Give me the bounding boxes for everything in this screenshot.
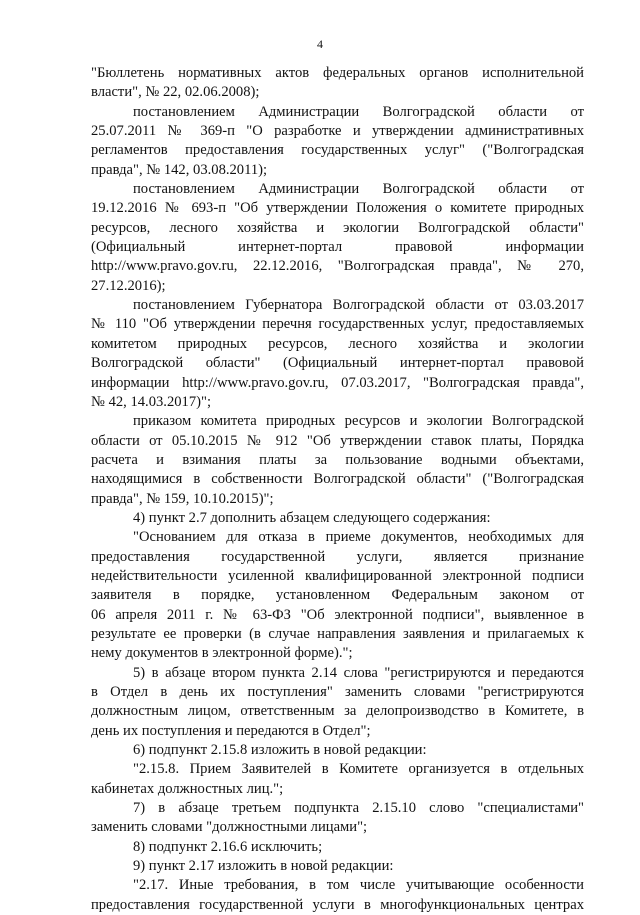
text-line: (Официальный интернет-портал правовой информации (91, 239, 584, 256)
paragraph (91, 664, 584, 741)
paragraph (91, 509, 584, 528)
text-line: Волгоградской области" (Официальный интернет-портал правовой (91, 355, 584, 372)
paragraph (91, 741, 584, 760)
text-line: результате ее проверки (в случае направления заявления и прилагаемых к (91, 625, 584, 642)
text-line: http://www.pravo.gov.ru, 22.12.2016, "Волгоградская правда", № 270, (91, 258, 584, 275)
text-line: 4) пункт 2.7 дополнить абзацем следующего содержания: (133, 509, 491, 526)
paragraph (91, 760, 584, 799)
text-line: 7) в абзаце третьем подпункта 2.15.10 слово "специалистами" (133, 800, 584, 817)
text-line: постановлением Администрации Волгоградской области от (133, 181, 584, 198)
paragraph (91, 857, 584, 876)
text-line: "Основанием для отказа в приеме документов, необходимых для (133, 529, 584, 546)
paragraph (91, 296, 584, 412)
text-line: 5) в абзаце втором пункта 2.14 слова "регистрируются и передаются (133, 664, 584, 681)
text-line: правда", № 142, 03.08.2011); (91, 161, 268, 178)
paragraph (91, 528, 584, 663)
text-line: находящимися в собственности Волгоградской области" ("Волгоградская (91, 471, 584, 488)
text-line: должностным лицом, ответственным за делопроизводство в Комитете, в (91, 703, 584, 720)
text-line: "Бюллетень нормативных актов федеральных органов исполнительной (91, 65, 584, 81)
text-line: приказом комитета природных ресурсов и экологии Волгоградской (133, 413, 584, 430)
paragraph (91, 799, 584, 838)
text-line: ресурсов, лесного хозяйства и экологии Волгоградской области" (91, 219, 584, 236)
text-line: предоставления государственной услуги в многофункциональных центрах (91, 896, 584, 913)
page-number: 4 (317, 37, 323, 51)
text-line: постановлением Губернатора Волгоградской области от 03.03.2017 (133, 297, 584, 314)
text-line: "2.17. Иные требования, в том числе учитывающие особенности (133, 877, 584, 894)
paragraph (91, 180, 584, 296)
text-line: "2.15.8. Прием Заявителей в Комитете организуется в отдельных (133, 761, 584, 778)
text-line: № 110 "Об утверждении перечня государственных услуг, предоставляемых (91, 316, 584, 333)
text-line: недействительности усиленной квалифицированной электронной подписи (91, 567, 584, 584)
text-line: постановлением Администрации Волгоградской области от (133, 103, 584, 120)
text-line: нему документов в электронной форме)."; (91, 645, 353, 662)
paragraph (91, 876, 584, 915)
paragraph (91, 412, 584, 509)
text-line: информации http://www.pravo.gov.ru, 07.03.2017, "Волгоградская правда", (91, 374, 584, 391)
text-line: заменить словами "должностными лицами"; (91, 819, 368, 836)
text-line: 9) пункт 2.17 изложить в новой редакции: (133, 858, 394, 875)
text-line: заявителя в порядке, установленном Федеральным законом от (91, 587, 584, 604)
text-line: власти", № 22, 02.06.2008); (91, 84, 260, 101)
text-line: области от 05.10.2015 № 912 "Об утверждении ставок платы, Порядка (91, 432, 584, 449)
text-line: регламентов предоставления государственных услуг" ("Волгоградская (91, 142, 584, 159)
text-line: кабинетах должностных лиц."; (91, 780, 284, 797)
text-line: 27.12.2016); (91, 277, 166, 294)
text-line: комитетом природных ресурсов, лесного хозяйства и экологии (91, 335, 584, 352)
text-line: предоставления государственной услуги, является признание (91, 548, 584, 565)
paragraph (91, 64, 584, 103)
text-line: 25.07.2011 № 369-п "О разработке и утверждении административных (91, 123, 584, 140)
paragraph (91, 103, 584, 180)
text-line: в Отдел в день их поступления" заменить словами "регистрируются (91, 684, 584, 700)
text-line: день их поступления и передаются в Отдел"; (91, 722, 371, 739)
text-line: 8) подпункт 2.16.6 исключить; (133, 838, 323, 855)
text-line: 06 апреля 2011 г. № 63-ФЗ "Об электронной подписи", выявленное в (91, 606, 584, 623)
paragraph (91, 838, 584, 857)
text-line: 6) подпункт 2.15.8 изложить в новой редакции: (133, 742, 427, 759)
document-body (91, 64, 584, 915)
text-line: № 42, 14.03.2017)"; (91, 393, 212, 410)
text-line: 19.12.2016 № 693-п "Об утверждении Положения о комитете природных (91, 200, 584, 217)
text-line: правда", № 159, 10.10.2015)"; (91, 490, 274, 507)
text-line: расчета и взимания платы за пользование водными объектами, (91, 451, 584, 468)
